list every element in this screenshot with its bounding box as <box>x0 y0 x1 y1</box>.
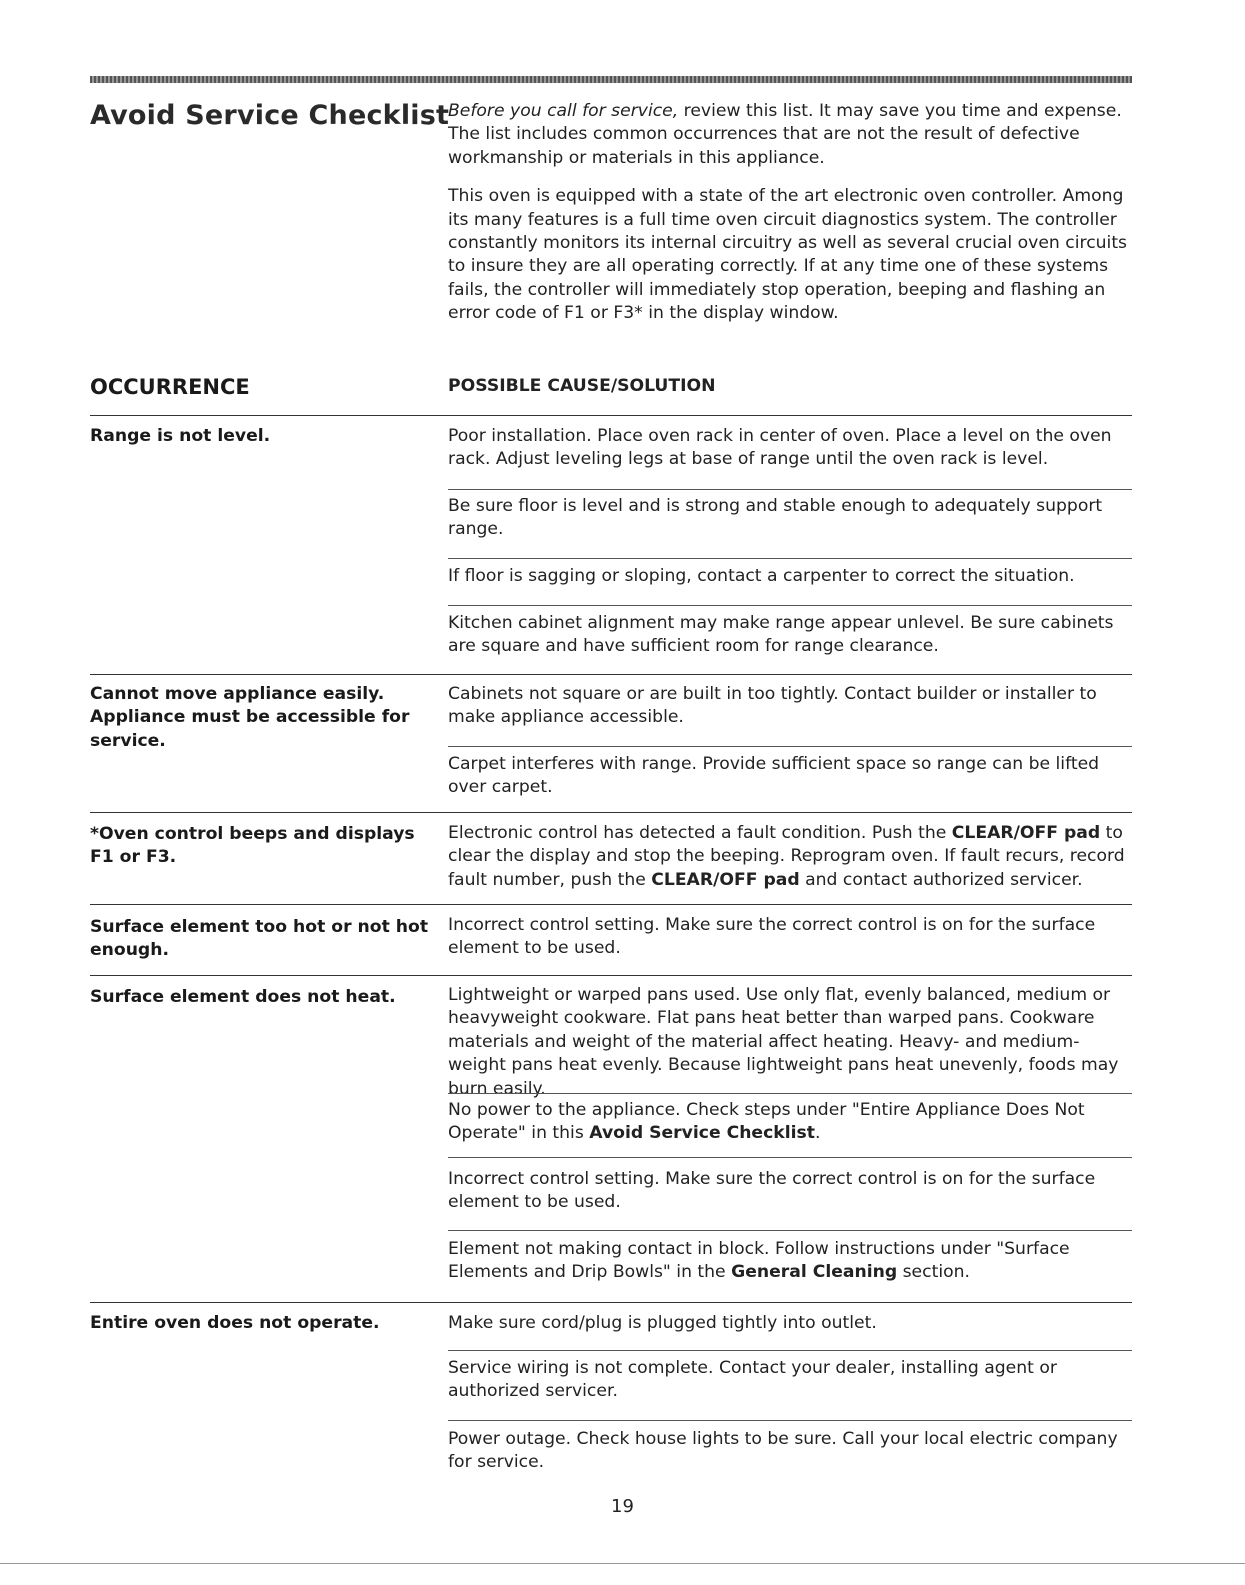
solution-text: Poor installation. Place oven rack in center of oven. Place a level on the oven rack. Adjust leveling legs at base of range until the oven rack is level. <box>448 426 1112 470</box>
page-title: Avoid Service Checklist <box>90 100 450 131</box>
solution-text: If floor is sagging or sloping, contact a carpenter to correct the situation. <box>448 566 1075 586</box>
solution-text: Power outage. Check house lights to be sure. Call your local electric company for service. <box>448 1429 1118 1473</box>
occurrence-header: OCCURRENCE <box>90 375 250 399</box>
intro-p1-text: review this list. It may save you time and expense. The list includes common occurrences that are not the result of defective workmanship or materials in this appliance. <box>448 101 1122 168</box>
solution-text <box>448 1099 1132 1146</box>
checklist-reference: Avoid Service Checklist <box>589 1123 815 1144</box>
solution-text-part: to clear the display and stop the beeping. Reprogram oven. If fault recurs, record fault number, push the <box>448 823 1125 890</box>
solution-divider <box>448 1420 1132 1421</box>
solution-divider <box>448 1230 1132 1231</box>
occurrence-text: Range is not level. <box>90 426 271 446</box>
solution-text <box>448 1238 1132 1285</box>
solution-text: Carpet interferes with range. Provide sufficient space so range can be lifted over carpet. <box>448 754 1100 798</box>
clear-off-pad-label: CLEAR/OFF pad <box>951 823 1101 843</box>
solution-header: POSSIBLE CAUSE/SOLUTION <box>448 376 716 396</box>
row-divider <box>90 812 1132 813</box>
row-divider <box>90 1302 1132 1303</box>
solution-text: Lightweight or warped pans used. Use only flat, evenly balanced, medium or heavyweight cookware. Flat pans heat better than warped pans. Cookware materials and weight of the material affect heating. Heavy- and medium-weight pans heat evenly. Because lightweight pans heat unevenly, foods may burn easily. <box>448 985 1119 1099</box>
solution-text: Cabinets not square or are built in too tightly. Contact builder or installer to make appliance accessible. <box>448 684 1097 728</box>
row-divider <box>90 415 1132 416</box>
occurrence-text: Surface element too hot or not hot enough. <box>90 917 429 961</box>
solution-text: Kitchen cabinet alignment may make range appear unlevel. Be sure cabinets are square and have sufficient room for range clearance. <box>448 613 1114 657</box>
solution-text: Incorrect control setting. Make sure the correct control is on for the surface element to be used. <box>448 915 1096 959</box>
top-rule <box>90 76 1132 83</box>
occurrence-text: Cannot move appliance easily. Appliance must be accessible for service. <box>90 684 410 751</box>
solution-divider <box>448 489 1132 490</box>
row-divider <box>90 975 1132 976</box>
clear-off-pad-label: CLEAR/OFF pad <box>651 869 800 890</box>
intro-italic-lead: Before you call for service, <box>448 101 679 121</box>
solution-text-part: and contact authorized servicer. <box>799 869 1083 890</box>
solution-divider <box>448 1350 1132 1351</box>
page-number: 19 <box>611 1496 634 1517</box>
solution-divider <box>448 1157 1132 1158</box>
solution-text: Make sure cord/plug is plugged tightly into outlet. <box>448 1313 877 1333</box>
solution-divider <box>448 558 1132 559</box>
solution-text-part: section. <box>897 1262 970 1283</box>
solution-text: Be sure floor is level and is strong and stable enough to adequately support range. <box>448 496 1103 540</box>
intro-paragraph-2: This oven is equipped with a state of the art electronic oven controller. Among its many features is a full time oven circuit diagnostics system. The controller constantly monitors its internal circuitry as well as several crucial oven circuits to insure they are all operating correctly. If at any time one of these systems fails, the controller will immediately stop operation, beeping and flashing an error code of F1 or F3* in the display window. <box>448 186 1128 324</box>
solution-divider <box>448 605 1132 606</box>
solution-text-part: Electronic control has detected a fault condition. Push the <box>448 823 952 843</box>
occurrence-text: Entire oven does not operate. <box>90 1313 380 1333</box>
occurrence-text: *Oven control beeps and displays F1 or F3. <box>90 824 415 868</box>
solution-text-part: . <box>814 1123 821 1144</box>
intro <box>448 100 1132 341</box>
solution-text: Incorrect control setting. Make sure the correct control is on for the surface element to be used. <box>448 1169 1096 1213</box>
occurrence-text: Surface element does not heat. <box>90 987 396 1007</box>
row-divider <box>90 674 1132 675</box>
row-divider <box>90 904 1132 905</box>
solution-text <box>448 822 1132 892</box>
page-bottom-rule <box>0 1563 1245 1564</box>
solution-text-part: No power to the appliance. Check steps under "Entire Appliance Does Not Operate" in this <box>448 1100 1085 1144</box>
solution-divider <box>448 1093 1132 1094</box>
solution-text: Service wiring is not complete. Contact your dealer, installing agent or authorized servicer. <box>448 1358 1057 1402</box>
general-cleaning-reference: General Cleaning <box>731 1262 898 1283</box>
solution-text-part: Element not making contact in block. Follow instructions under "Surface Elements and Drip Bowls" in the <box>448 1239 1070 1283</box>
solution-divider <box>448 746 1132 747</box>
intro-paragraph-1 <box>448 100 1132 170</box>
